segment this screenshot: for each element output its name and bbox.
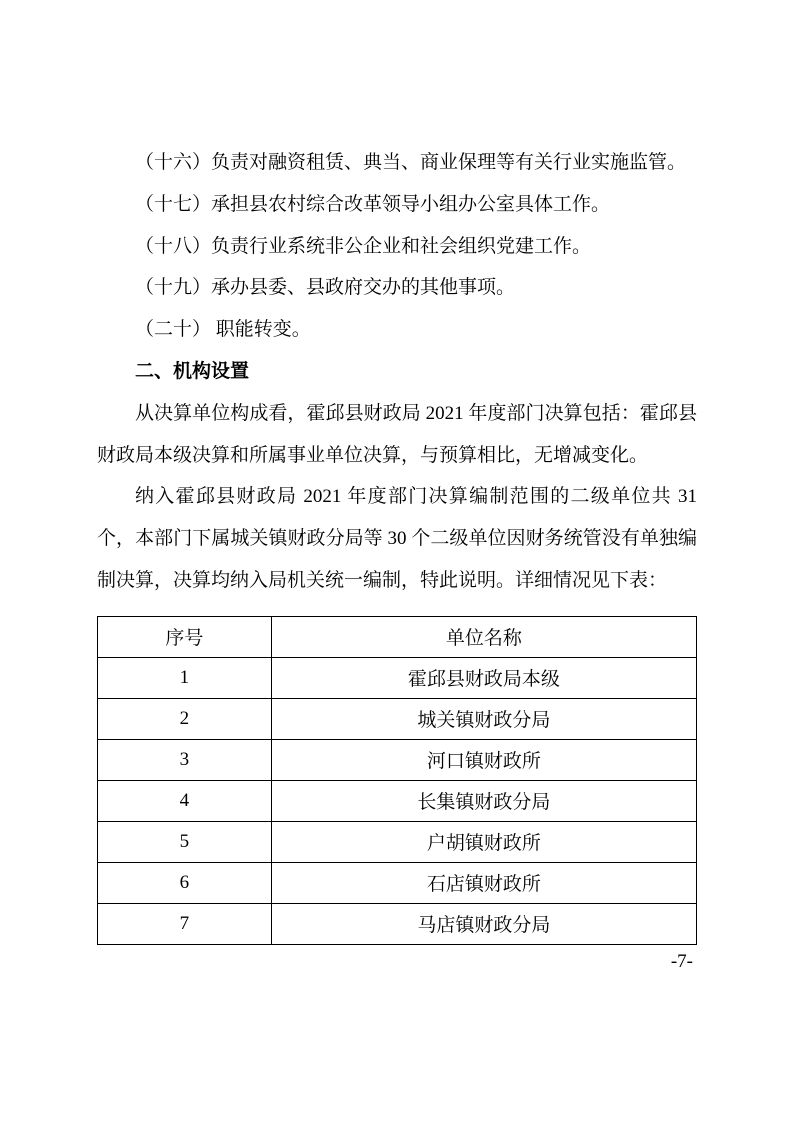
table-cell-unit: 户胡镇财政所 (271, 821, 696, 862)
list-item-17: （十七）承担县农村综合改革领导小组办公室具体工作。 (135, 193, 611, 215)
table-row (98, 698, 697, 739)
paragraph-units-note: 纳入霍邱县财政局 2021 年度部门决算编制范围的二级单位共 31 个，本部门下属城关镇财政分局等 30 个二级单位因财务统管没有单独编制决算，决算均纳入局机关统一编制，特此说明。详细情况见下表： (97, 486, 697, 591)
document-page (97, 142, 697, 973)
list-item-19: （十九）承办县委、县政府交办的其他事项。 (135, 277, 516, 299)
table-cell-unit: 城关镇财政分局 (271, 698, 696, 739)
table-cell-seq: 4 (98, 780, 272, 821)
list-item-16: （十六）负责对融资租赁、典当、商业保理等有关行业实施监管。 (135, 152, 687, 173)
list-item-18: （十八）负责行业系统非公企业和社会组织党建工作。 (135, 235, 592, 257)
table-row (98, 739, 697, 780)
unit-table (97, 616, 697, 945)
table-cell-unit: 霍邱县财政局本级 (271, 657, 696, 698)
table-header-unit-name: 单位名称 (271, 616, 696, 657)
table-cell-seq: 7 (98, 903, 272, 944)
table-cell-seq: 1 (98, 657, 272, 698)
section-heading: 二、机构设置 (135, 360, 250, 382)
table-row (98, 780, 697, 821)
table-row (98, 903, 697, 944)
table-row (98, 657, 697, 698)
list-item-20: （二十） 职能转变。 (135, 319, 311, 341)
table-cell-seq: 2 (98, 698, 272, 739)
table-cell-seq: 5 (98, 821, 272, 862)
table-cell-unit: 石店镇财政所 (271, 862, 696, 903)
table-header-seq: 序号 (98, 616, 272, 657)
page-number: -7- (670, 950, 693, 972)
table-row (98, 862, 697, 903)
table-cell-seq: 3 (98, 739, 272, 780)
table-cell-unit: 河口镇财政所 (271, 739, 696, 780)
paragraph-budget-scope: 从决算单位构成看，霍邱县财政局 2021 年度部门决算包括：霍邱县财政局本级决算和所属事业单位决算，与预算相比，无增减变化。 (97, 402, 697, 466)
table-cell-unit: 长集镇财政分局 (271, 780, 696, 821)
table-cell-seq: 6 (98, 862, 272, 903)
table-cell-unit: 马店镇财政分局 (271, 903, 696, 944)
table-header-row (98, 616, 697, 657)
table-row (98, 821, 697, 862)
